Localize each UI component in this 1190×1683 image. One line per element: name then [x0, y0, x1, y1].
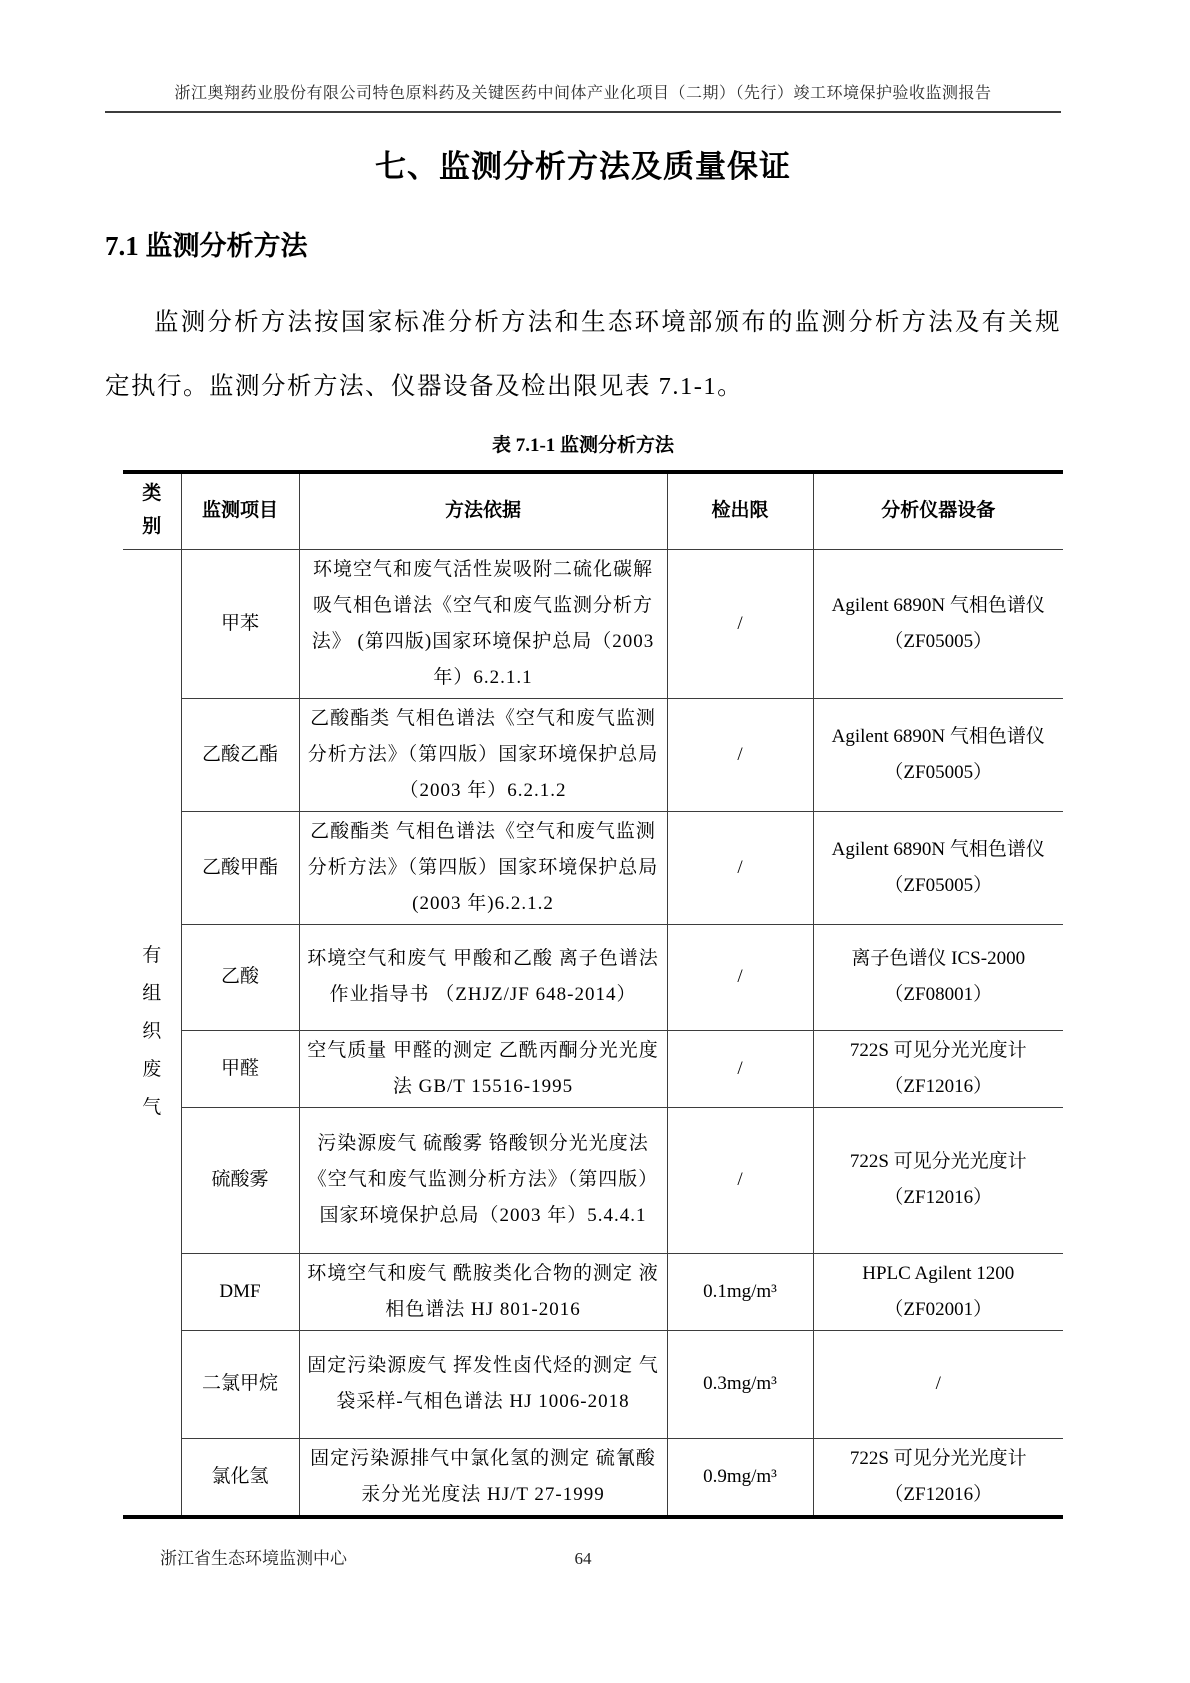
table-row: [123, 549, 1063, 698]
monitoring-item-cell: 氯化氢: [181, 1438, 299, 1517]
section-heading: 7.1 监测分析方法: [105, 231, 308, 261]
table-caption: 表 7.1-1 监测分析方法: [491, 435, 675, 456]
monitoring-item-cell: 乙酸甲酯: [181, 811, 299, 924]
table-row: [123, 1030, 1063, 1107]
instrument-cell: 722S 可见分光光度计（ZF12016）: [813, 1107, 1063, 1253]
method-basis-cell: 空气质量 甲醛的测定 乙酰丙酮分光光度法 GB/T 15516-1995: [299, 1030, 667, 1107]
table-row: [123, 1438, 1063, 1517]
method-basis-cell: 环境空气和废气 甲酸和乙酸 离子色谱法 作业指导书 （ZHJZ/JF 648-2014）: [299, 924, 667, 1030]
methods-table-head: [123, 472, 1063, 549]
instrument-cell: HPLC Agilent 1200（ZF02001）: [813, 1253, 1063, 1330]
method-basis-cell: 环境空气和废气 酰胺类化合物的测定 液相色谱法 HJ 801-2016: [299, 1253, 667, 1330]
detection-limit-cell: /: [667, 549, 813, 698]
method-basis-cell: 乙酸酯类 气相色谱法《空气和废气监测分析方法》（第四版）国家环境保护总局（2003 年）6.2.1.2: [299, 698, 667, 811]
header-cell-category: [123, 472, 181, 549]
chapter-title: 七、监测分析方法及质量保证: [375, 149, 791, 184]
header-cell-item: 监测项目: [181, 472, 299, 549]
section-paragraph: 监测分析方法按国家标准分析方法和生态环境部颁布的监测分析方法及有关规定执行。监测分析方法、仪器设备及检出限见表 7.1-1。: [105, 309, 1061, 400]
category-cell: [123, 549, 181, 1517]
detection-limit-cell: /: [667, 924, 813, 1030]
page-footer: [105, 1545, 1061, 1573]
category-label: 有组织废气: [142, 945, 162, 1118]
instrument-cell: 离子色谱仪 ICS-2000（ZF08001）: [813, 924, 1063, 1030]
table-row: [123, 811, 1063, 924]
detection-limit-cell: /: [667, 1107, 813, 1253]
detection-limit-cell: 0.3mg/m³: [667, 1330, 813, 1438]
detection-limit-cell: 0.9mg/m³: [667, 1438, 813, 1517]
method-basis-cell: 乙酸酯类 气相色谱法《空气和废气监测分析方法》（第四版）国家环境保护总局(2003 年)6.2.1.2: [299, 811, 667, 924]
method-basis-cell: 固定污染源废气 挥发性卤代烃的测定 气袋采样-气相色谱法 HJ 1006-2018: [299, 1330, 667, 1438]
monitoring-item-cell: 甲苯: [181, 549, 299, 698]
instrument-cell: /: [813, 1330, 1063, 1438]
header-cell-method: 方法依据: [299, 472, 667, 549]
detection-limit-cell: /: [667, 1030, 813, 1107]
monitoring-item-cell: 乙酸乙酯: [181, 698, 299, 811]
instrument-cell: 722S 可见分光光度计（ZF12016）: [813, 1030, 1063, 1107]
instrument-cell: 722S 可见分光光度计（ZF12016）: [813, 1438, 1063, 1517]
detection-limit-cell: 0.1mg/m³: [667, 1253, 813, 1330]
table-row: [123, 1253, 1063, 1330]
header-cell-limit: 检出限: [667, 472, 813, 549]
monitoring-item-cell: 乙酸: [181, 924, 299, 1030]
detection-limit-cell: /: [667, 811, 813, 924]
table-row: [123, 1330, 1063, 1438]
methods-table-body: [123, 549, 1063, 1517]
header-category-label: 类别: [142, 483, 162, 538]
table-row: [123, 924, 1063, 1030]
table-row: [123, 1107, 1063, 1253]
footer-organization: 浙江省生态环境监测中心: [160, 1549, 347, 1568]
header-row: [123, 472, 1063, 549]
instrument-cell: Agilent 6890N 气相色谱仪（ZF05005）: [813, 549, 1063, 698]
monitoring-item-cell: 甲醛: [181, 1030, 299, 1107]
methods-table: [123, 470, 1063, 1519]
method-basis-cell: 环境空气和废气活性炭吸附二硫化碳解吸气相色谱法《空气和废气监测分析方法》 (第四版)国家环境保护总局（2003 年）6.2.1.1: [299, 549, 667, 698]
method-basis-cell: 污染源废气 硫酸雾 铬酸钡分光光度法《空气和废气监测分析方法》（第四版）国家环境保护总局（2003 年）5.4.4.1: [299, 1107, 667, 1253]
instrument-cell: Agilent 6890N 气相色谱仪（ZF05005）: [813, 698, 1063, 811]
running-header: 浙江奥翔药业股份有限公司特色原料药及关键医药中间体产业化项目（二期）（先行）竣工环境保护验收监测报告: [105, 0, 1061, 113]
header-cell-instrument: 分析仪器设备: [813, 472, 1063, 549]
method-basis-cell: 固定污染源排气中氯化氢的测定 硫氰酸汞分光光度法 HJ/T 27-1999: [299, 1438, 667, 1517]
detection-limit-cell: /: [667, 698, 813, 811]
monitoring-item-cell: 硫酸雾: [181, 1107, 299, 1253]
page-content: [105, 0, 1061, 1519]
instrument-cell: Agilent 6890N 气相色谱仪（ZF05005）: [813, 811, 1063, 924]
monitoring-item-cell: 二氯甲烷: [181, 1330, 299, 1438]
page-number: 64: [574, 1549, 592, 1568]
monitoring-item-cell: DMF: [181, 1253, 299, 1330]
table-row: [123, 698, 1063, 811]
